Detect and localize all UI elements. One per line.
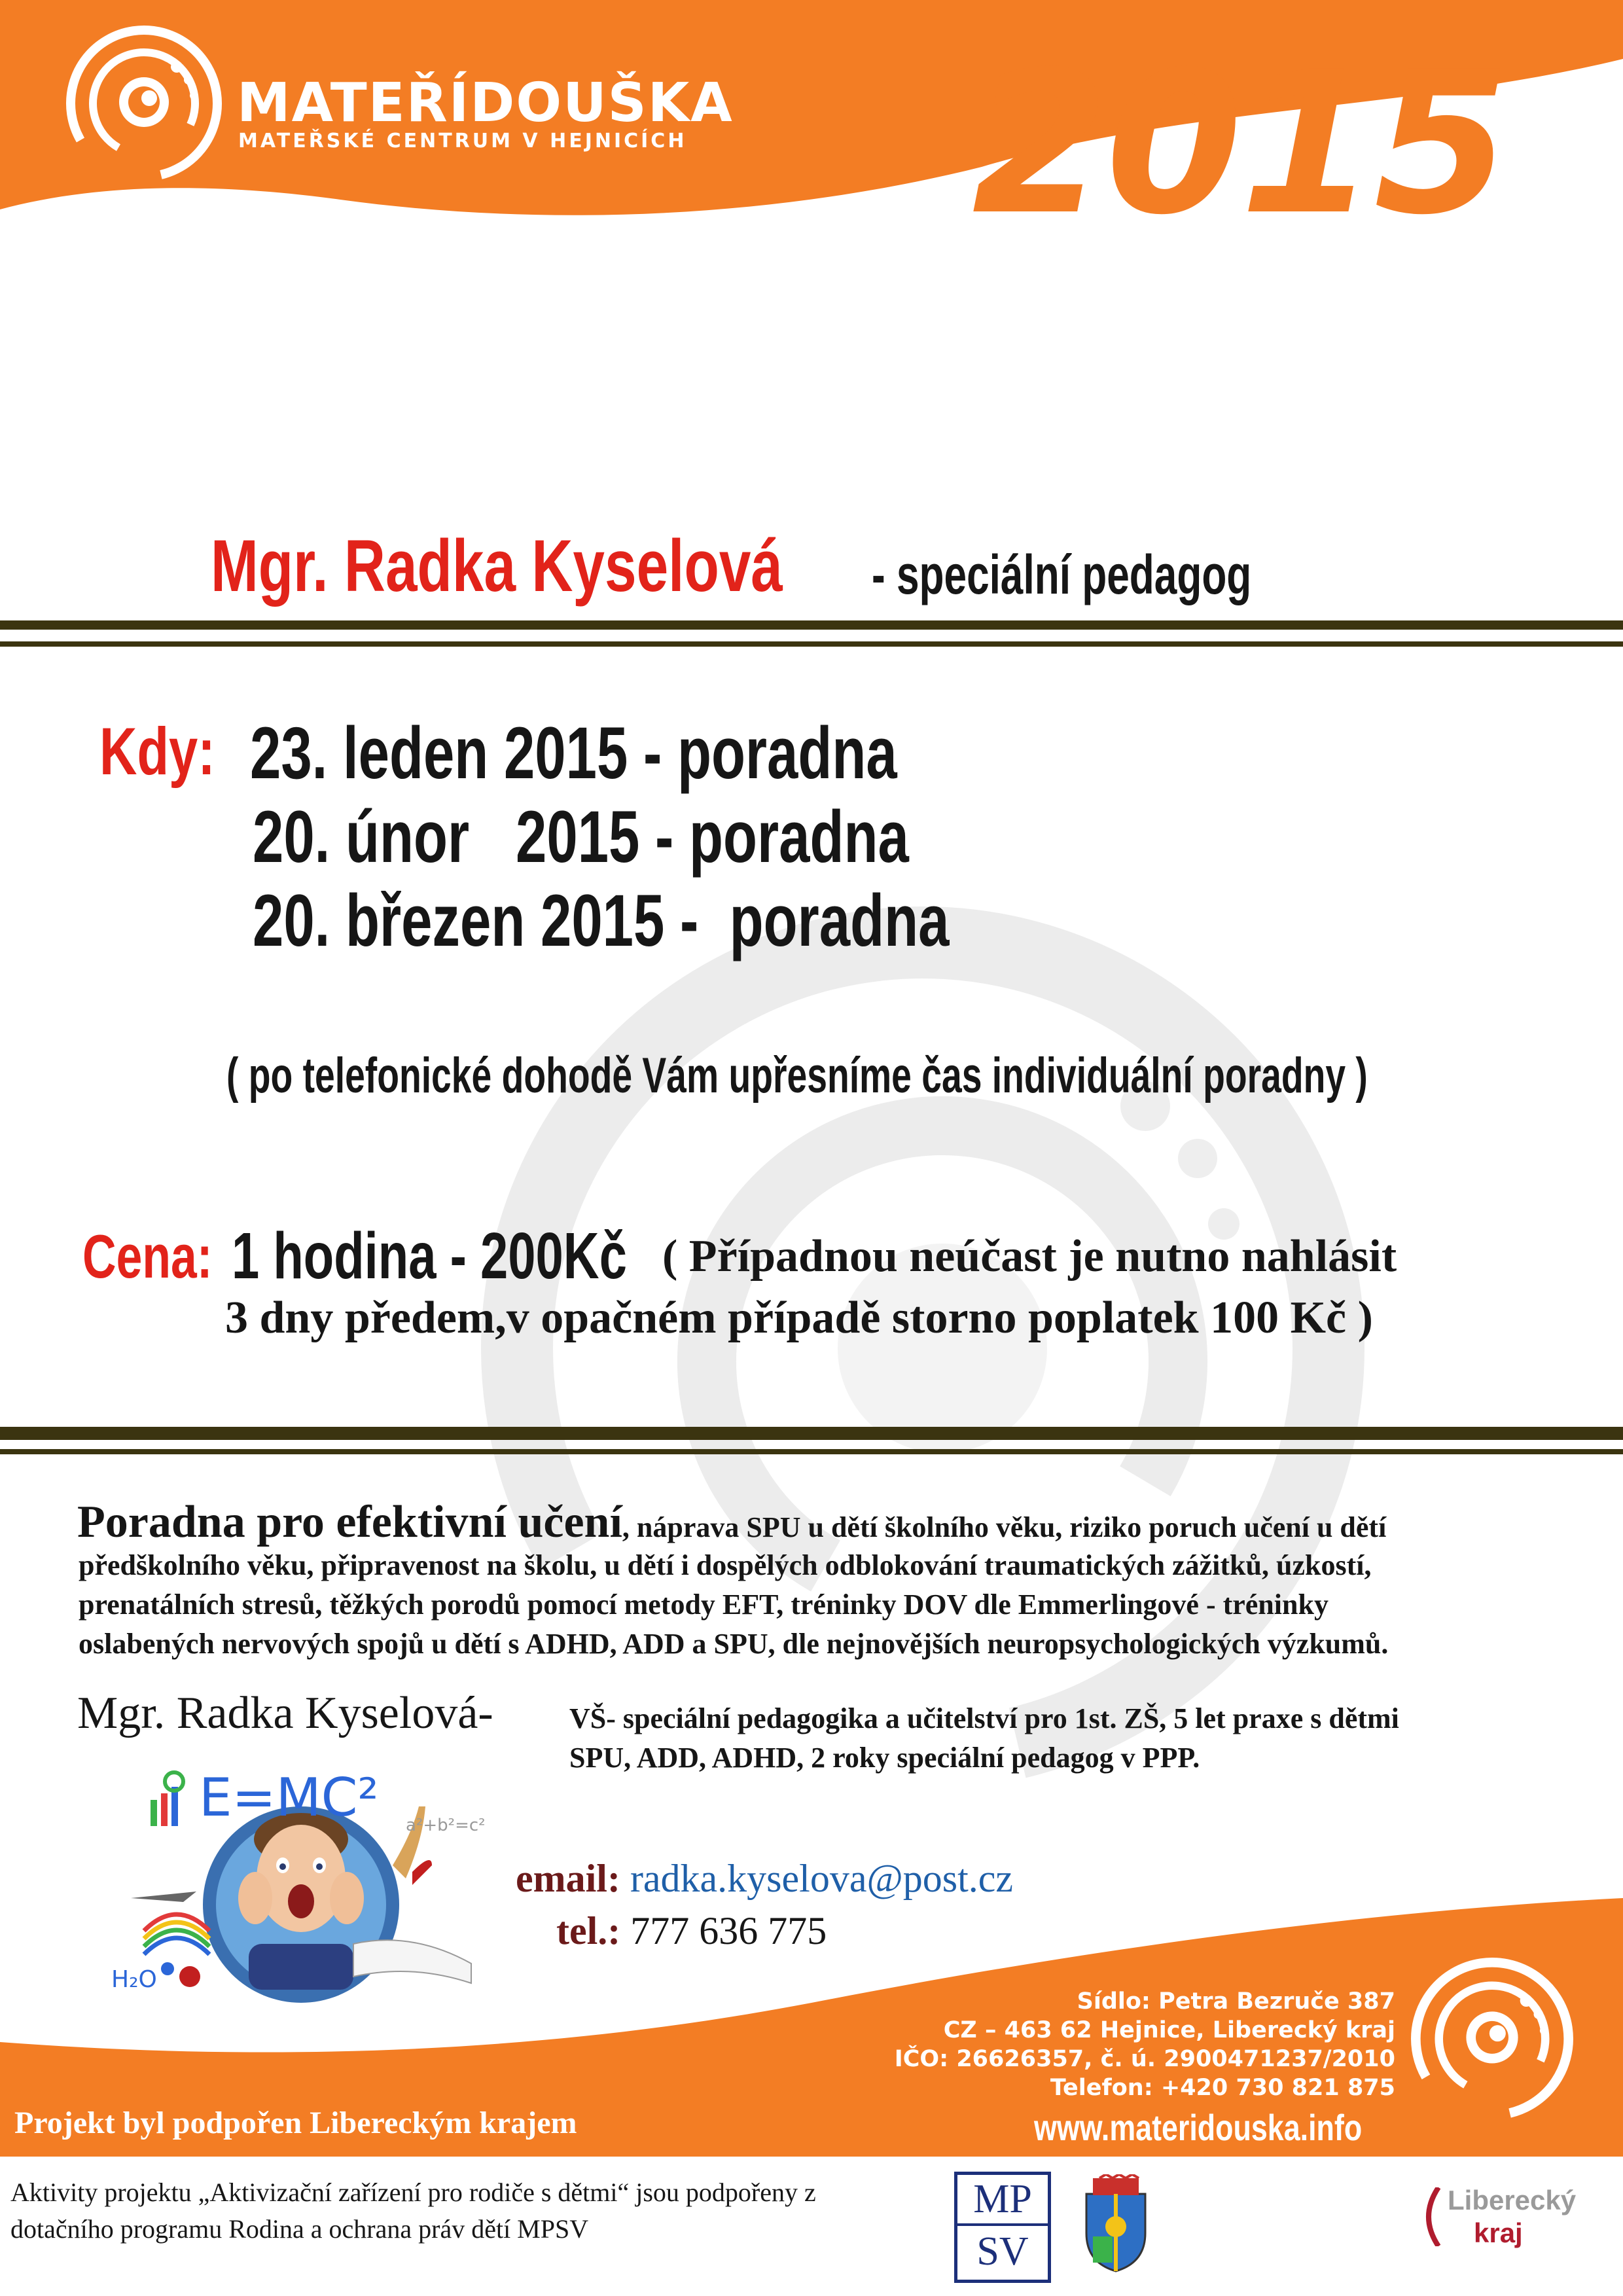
water-formula-text: H₂O (111, 1966, 157, 1993)
specialist-role: - speciální pedagog (872, 544, 1252, 605)
divider-top-1 (0, 620, 1623, 630)
footer-website[interactable]: www.materidouska.info (1034, 2107, 1363, 2148)
divider-bottom-1 (0, 1427, 1623, 1440)
divider-bottom-2 (0, 1449, 1623, 1454)
formula-small-text: a²+b²=c² (406, 1816, 486, 1835)
tel-label: tel.: (556, 1909, 621, 1952)
schedule-label: Kdy: (99, 714, 215, 789)
price-label: Cena: (82, 1222, 213, 1291)
description-first-line (77, 1496, 1386, 1549)
liberecky-kraj-mark-icon (1419, 2187, 1445, 2246)
footer-logo-icon (1410, 1957, 1574, 2121)
schedule-date-3: 20. březen 2015 - poradna (253, 880, 950, 961)
schedule-date-1: 23. leden 2015 - poradna (250, 712, 897, 794)
specialist-name: Mgr. Radka Kyselová (211, 525, 783, 607)
brand-subtitle: MATEŘSKÉ CENTRUM V HEJNICÍCH (238, 130, 687, 152)
mpsv-logo (954, 2172, 1051, 2283)
liberecky-kraj-text-1: Liberecký (1448, 2185, 1577, 2215)
brand-name: MATEŘÍDOUŠKA (237, 72, 734, 134)
bio-line-2: SPU, ADD, ADHD, 2 roky speciální pedagog v PPP. (569, 1742, 1200, 1774)
heading (211, 524, 944, 608)
bio-name: Mgr. Radka Kyselová- (77, 1688, 493, 1738)
price-condition-2: 3 dny předem,v opačném případě storno poplatek 100 Kč ) (225, 1293, 1373, 1343)
price-condition-1: ( Případnou neúčast je nutno nahlásit (662, 1231, 1397, 1282)
email-label: email: (516, 1857, 620, 1900)
formula-text: E=MC² (199, 1767, 379, 1828)
bottom-line-2: dotačního programu Rodina a ochrana práv dětí MPSV (10, 2214, 589, 2244)
footer-support-note: Projekt byl podpořen Libereckým krajem (14, 2106, 577, 2140)
footer-address-2: CZ – 463 62 Hejnice, Liberecký kraj (943, 2017, 1395, 2043)
mpsv-bottom: SV (976, 2229, 1029, 2274)
description-title: Poradna pro efektivní učení (77, 1497, 622, 1547)
schedule-date-2: 20. únor 2015 - poradna (253, 796, 909, 878)
email-link[interactable]: radka.kyselova@post.cz (630, 1857, 1013, 1900)
divider-top-2 (0, 641, 1623, 647)
description-line-4: oslabených nervových spojů u dětí s ADHD, ADD a SPU, dle nejnovějších neuropsychologických výzkumů. (79, 1628, 1389, 1660)
hejnice-coat-of-arms-icon (1080, 2174, 1152, 2272)
bio-line-1: VŠ- speciální pedagogika a učitelství pro 1st. ZŠ, 5 let praxe s dětmi (569, 1702, 1399, 1734)
appointment-note: ( po telefonické dohodě Vám upřesníme čas individuální poradny ) (226, 1048, 1368, 1103)
footer-address-3: IČO: 26626357, č. ú. 2900471237/2010 (894, 2046, 1395, 2072)
footer-phone: Telefon: +420 730 821 875 (1050, 2075, 1395, 2101)
description-line-3: prenatálních stresů, těžkých porodů pomocí metody EFT, tréninky DOV dle Emmerlingové - tréninky (79, 1588, 1329, 1621)
contact-email (516, 1856, 1013, 1901)
liberecky-kraj-text-2: kraj (1474, 2217, 1523, 2248)
description-line-1: , náprava SPU u dětí školního věku, riziko poruch učení u dětí (622, 1511, 1387, 1543)
liberecky-kraj-logo (1419, 2182, 1582, 2254)
description-line-2: předškolního věku, připravenost na školu, u dětí i dospělých odblokování traumatických zážitků, úzkostí, (79, 1549, 1372, 1581)
tel-number: 777 636 775 (630, 1909, 827, 1952)
materidouska-logo-icon (65, 25, 223, 182)
bottom-line-1: Aktivity projektu „Aktivizační zařízení pro rodiče s dětmi“ jsou podpořeny z (10, 2178, 816, 2207)
footer-address-1: Sídlo: Petra Bezruče 387 (1077, 1988, 1395, 2015)
mpsv-top: MP (957, 2175, 1048, 2226)
year-title: 2015 (972, 29, 1508, 258)
price-amount: 1 hodina - 200Kč (232, 1219, 627, 1293)
